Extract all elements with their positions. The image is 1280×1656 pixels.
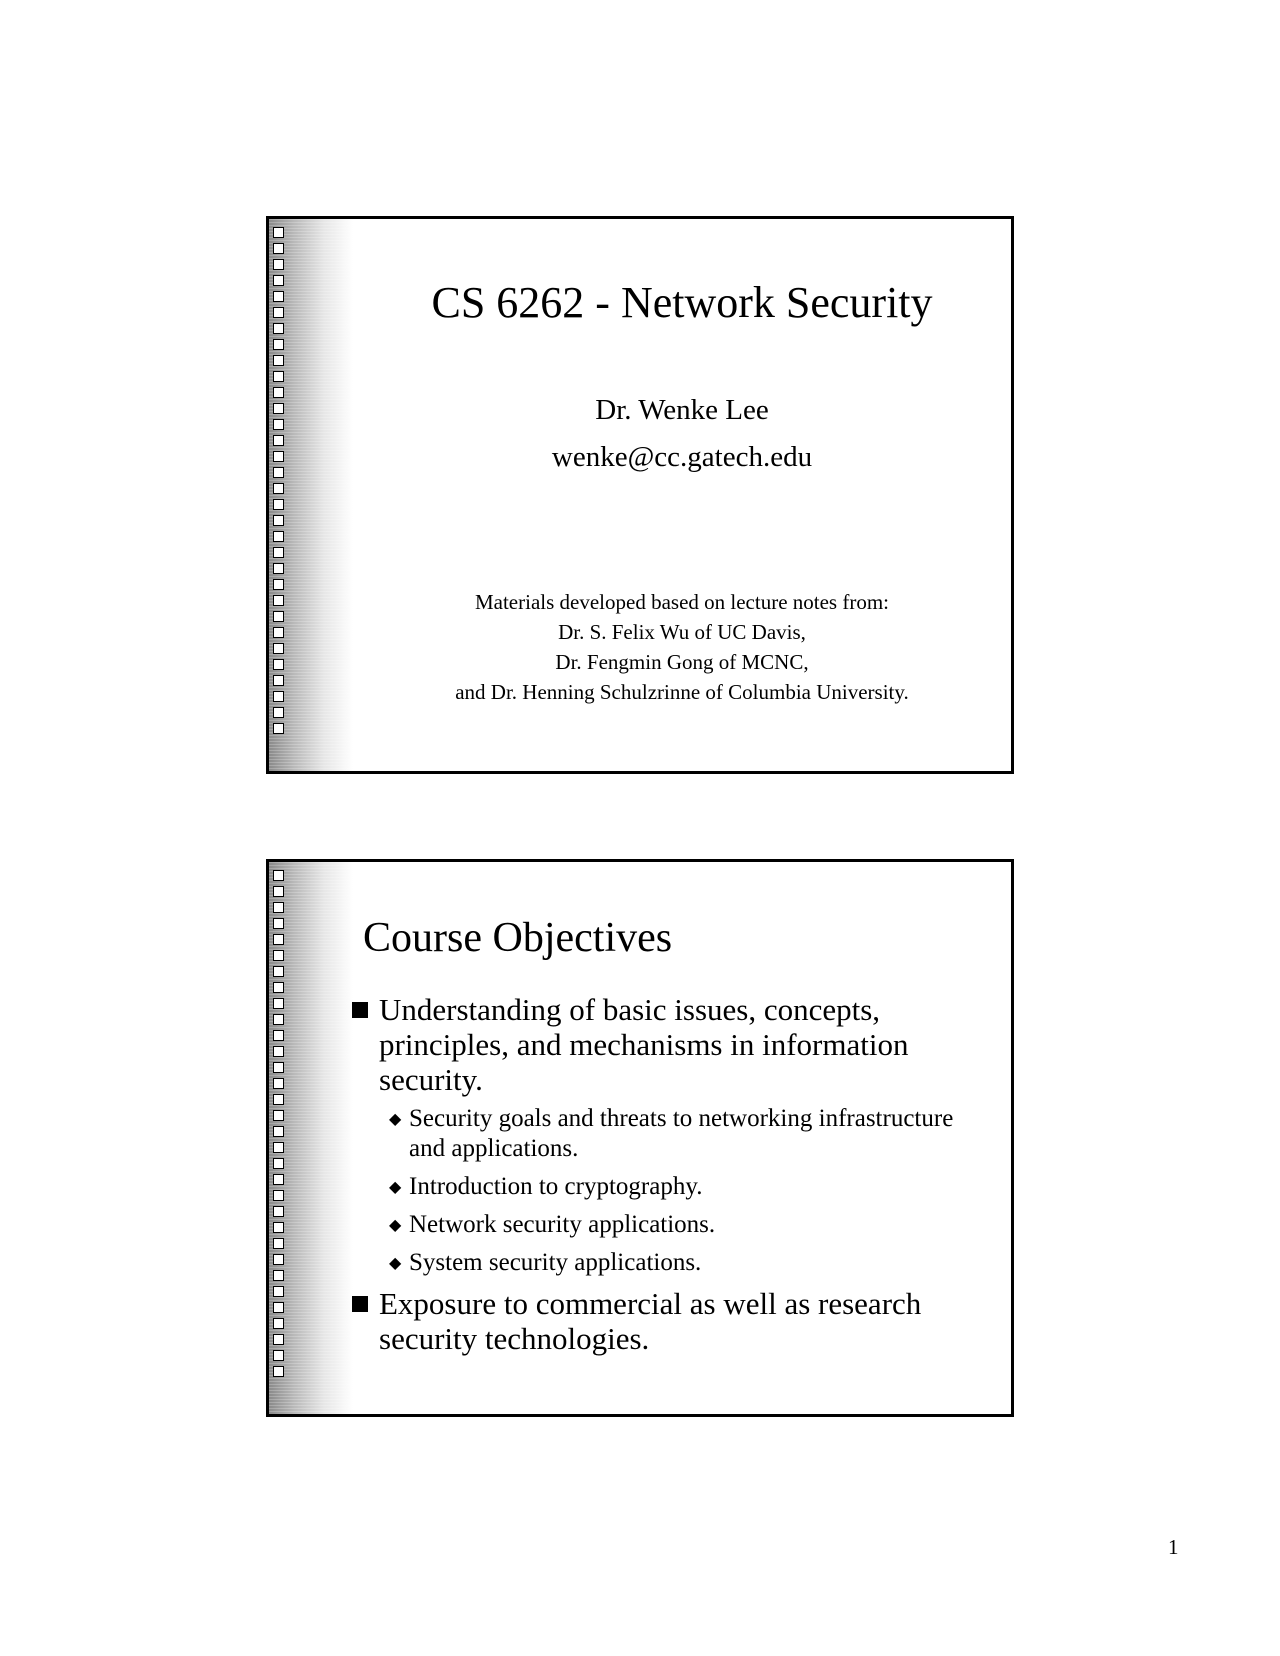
bullet-text: Exposure to commercial as well as research security technologies. xyxy=(379,1286,922,1356)
sub-bullet-text: Network security applications. xyxy=(409,1211,716,1238)
sub-bullet-text: Introduction to cryptography. xyxy=(409,1173,703,1200)
sub-bullet-text: System security applications. xyxy=(409,1249,702,1276)
diamond-bullet-icon: ◆ xyxy=(389,1255,402,1272)
sub-list-item xyxy=(389,1248,991,1278)
diamond-bullet-icon: ◆ xyxy=(389,1217,402,1234)
diamond-bullet-icon: ◆ xyxy=(389,1179,402,1196)
sub-list-item xyxy=(389,1172,991,1202)
slide-course-objectives xyxy=(266,859,1014,1417)
note-line: Materials developed based on lecture notes from: xyxy=(474,590,890,614)
sub-bullet-text: Security goals and threats to networking infrastructure and applications. xyxy=(409,1105,954,1162)
author-name: Dr. Wenke Lee xyxy=(595,394,769,426)
slide-title xyxy=(266,216,1014,774)
slide-title-heading: CS 6262 - Network Security xyxy=(431,278,933,327)
bullet-list xyxy=(351,992,991,1356)
sub-list-item xyxy=(389,1210,991,1240)
decorative-box-strip xyxy=(273,227,287,739)
author-email: wenke@cc.gatech.edu xyxy=(551,441,813,473)
slide-heading: Course Objectives xyxy=(363,915,673,961)
diamond-bullet-icon: ◆ xyxy=(389,1111,402,1128)
note-line: Dr. S. Felix Wu of UC Davis, xyxy=(558,620,806,644)
list-item xyxy=(351,1286,991,1356)
sub-bullet-list xyxy=(389,1104,991,1278)
page-number: 1 xyxy=(1168,1535,1179,1559)
square-bullet-icon xyxy=(352,1002,368,1018)
decorative-box-strip xyxy=(273,870,287,1382)
note-line: Dr. Fengmin Gong of MCNC, xyxy=(555,650,809,674)
bullet-text: Understanding of basic issues, concepts, principles, and mechanisms in information security. xyxy=(379,992,909,1097)
note-line: and Dr. Henning Schulzrinne of Columbia University. xyxy=(455,680,909,704)
list-item xyxy=(351,992,991,1097)
sub-list-item xyxy=(389,1104,991,1164)
square-bullet-icon xyxy=(352,1296,368,1312)
acknowledgement-notes xyxy=(353,587,1011,707)
